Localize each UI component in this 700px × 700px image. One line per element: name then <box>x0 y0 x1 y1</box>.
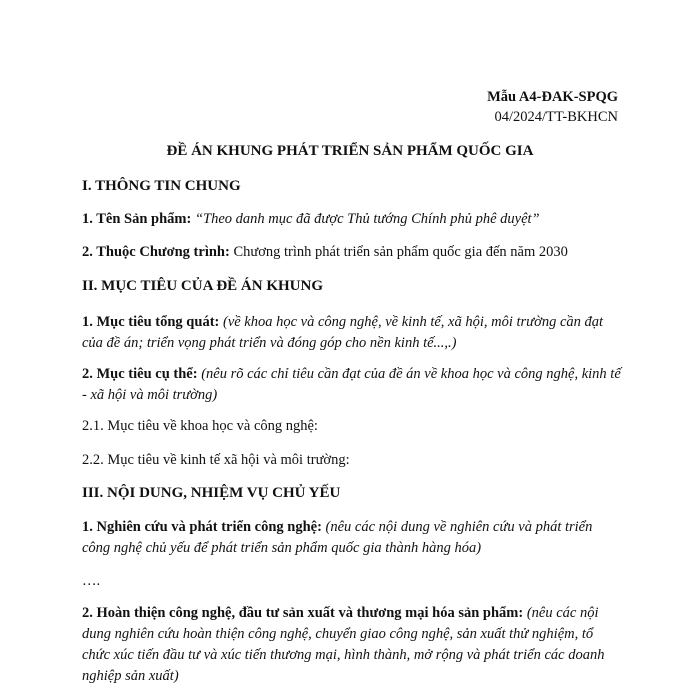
commercialization-item <box>82 603 622 687</box>
rd-text: (nêu các nội dung về nghiên cứu và phát triển công nghệ chủ yếu để phát triển sản phẩm quốc gia thành hàng hóa) <box>82 519 593 556</box>
product-name-label: 1. Tên Sản phẩm: <box>82 211 192 227</box>
specific-objective <box>82 364 622 406</box>
program-label: 2. Thuộc Chương trình: <box>82 244 230 260</box>
section-heading-general-info: I. THÔNG TIN CHUNG <box>82 178 241 194</box>
product-name-text: “Theo danh mục đã được Thủ tướng Chính phủ phê duyệt” <box>194 211 540 227</box>
circular-number: 04/2024/TT-BKHCN <box>494 109 618 125</box>
commercialization-label: 2. Hoàn thiện công nghệ, đầu tư sản xuất và thương mại hóa sản phẩm: <box>82 605 524 621</box>
general-objective-label: 1. Mục tiêu tổng quát: <box>82 314 220 330</box>
program-line <box>82 242 622 263</box>
ellipsis-line: …. <box>82 573 101 589</box>
specific-objective-text: (nêu rõ các chỉ tiêu cần đạt của đề án về khoa học và công nghệ, kinh tế - xã hội và môi trường) <box>82 366 621 403</box>
product-name-line <box>82 209 622 230</box>
program-text: Chương trình phát triển sản phẩm quốc gia đến năm 2030 <box>233 244 568 260</box>
document-title: ĐỀ ÁN KHUNG PHÁT TRIỂN SẢN PHẨM QUỐC GIA <box>166 143 534 159</box>
subobjective-science: 2.1. Mục tiêu về khoa học và công nghệ: <box>82 418 318 434</box>
rd-item <box>82 517 622 559</box>
form-code: Mẫu A4-ĐAK-SPQG <box>487 89 618 105</box>
general-objective <box>82 312 622 354</box>
section-heading-objectives: II. MỤC TIÊU CỦA ĐỀ ÁN KHUNG <box>82 278 323 294</box>
section-heading-content: III. NỘI DUNG, NHIỆM VỤ CHỦ YẾU <box>82 485 341 501</box>
commercialization-text: (nêu các nội dung nghiên cứu hoàn thiện công nghệ, chuyển giao công nghệ, sản xuất thử nghiệm, tổ chức xúc tiến đầu tư và xúc tiến thương mại, hình thành, mở rộng và phát triển các doanh nghiệp sản xuất) <box>82 605 605 684</box>
rd-label: 1. Nghiên cứu và phát triển công nghệ: <box>82 519 322 535</box>
general-objective-text: (về khoa học và công nghệ, về kinh tế, xã hội, môi trường cần đạt của đề án; triển vọng phát triển và đóng góp cho nền kinh tế...,.) <box>82 314 604 351</box>
specific-objective-label: 2. Mục tiêu cụ thể: <box>82 366 198 382</box>
subobjective-socioeconomic: 2.2. Mục tiêu về kinh tế xã hội và môi trường: <box>82 452 350 468</box>
